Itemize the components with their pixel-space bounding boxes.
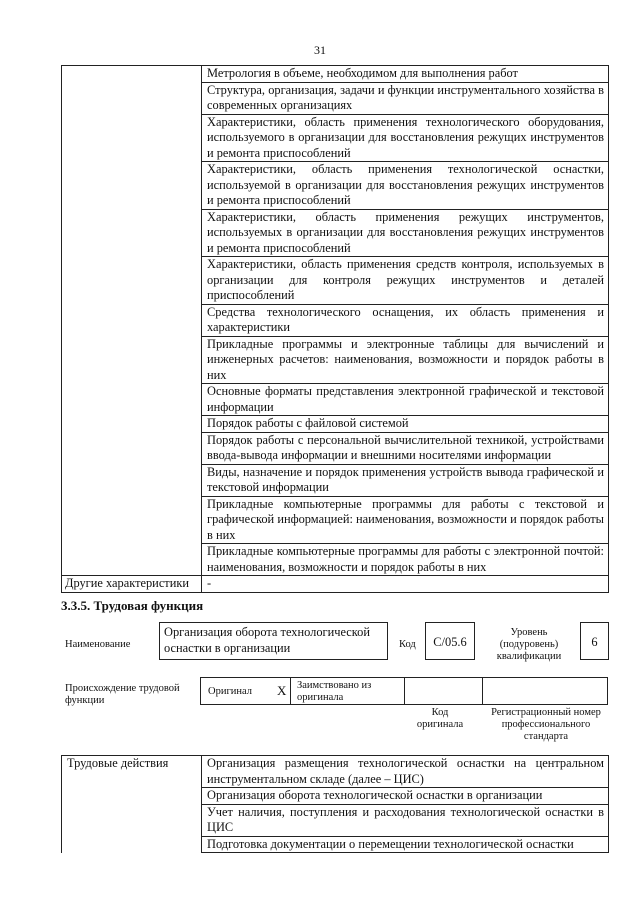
knowledge-table (61, 65, 609, 593)
knowledge-item: Прикладные программы и электронные таблицы для вычислений и инженерных расчетов: наименования, возможности и порядок работы в них (202, 336, 609, 384)
level-field: 6 (580, 622, 609, 660)
knowledge-item: Основные форматы представления электронной графической и текстовой информации (202, 384, 609, 416)
knowledge-item: Средства технологического оснащения, их область применения и характеристики (202, 304, 609, 336)
table-row (62, 544, 609, 576)
knowledge-item: Прикладные компьютерные программы для работы с электронной почтой: наименования, возможности и порядок работы в них (202, 544, 609, 576)
other-characteristics-label: Другие характеристики (62, 576, 202, 593)
level-label: Уровень (подуровень) квалификации (496, 627, 562, 662)
row-label-cell (62, 788, 202, 805)
knowledge-item: Порядок работы с персональной вычислительной техникой, устройствами ввода-вывода информации и внешними носителями информации (202, 432, 609, 464)
code-label: Код (399, 639, 416, 650)
borrowed-label: Заимствовано из оригинала (297, 680, 372, 703)
reg-number-label: Регистрационный номер профессионального стандарта (491, 707, 601, 742)
row-label-cell (62, 304, 202, 336)
row-label-cell (62, 432, 202, 464)
original-mark: X (277, 683, 287, 698)
table-row (62, 162, 609, 210)
other-characteristics-value: - (202, 576, 609, 593)
row-label-cell (62, 464, 202, 496)
row-label-cell (62, 336, 202, 384)
row-label-cell (62, 162, 202, 210)
table-row (62, 384, 609, 416)
origin-label: Происхождение трудовой функции (65, 683, 180, 706)
origin-box (200, 677, 608, 705)
original-code-label: Код оригинала (416, 707, 464, 730)
table-row (62, 788, 609, 805)
row-label-cell (62, 416, 202, 433)
knowledge-item: Характеристики, область применения режущих инструментов, используемых в организации для восстановления режущих инструментов и ремонта приспособлений (202, 209, 609, 257)
knowledge-item: Структура, организация, задачи и функции инструментального хозяйства в современных организациях (202, 82, 609, 114)
table-row (62, 804, 609, 836)
function-name-field: Организация оборота технологической оснастки в организации (159, 622, 388, 660)
row-label-cell (62, 544, 202, 576)
code-field: C/05.6 (425, 622, 475, 660)
section-heading: 3.3.5. Трудовая функция (61, 598, 204, 613)
row-label-cell (62, 804, 202, 836)
table-row (62, 756, 609, 788)
labor-action-item: Подготовка документации о перемещении технологической оснастки (202, 836, 609, 853)
table-row (62, 66, 609, 83)
knowledge-item: Прикладные компьютерные программы для работы с текстовой и графической информацией: наименования, возможности и порядок работы в них (202, 496, 609, 544)
table-row (62, 576, 609, 593)
table-row (62, 496, 609, 544)
knowledge-item: Характеристики, область применения технологического оборудования, используемого в организации для восстановления режущих инструментов и ремонта приспособлений (202, 114, 609, 162)
knowledge-item: Метрология в объеме, необходимом для выполнения работ (202, 66, 609, 83)
page-number: 31 (314, 43, 326, 57)
labor-action-item: Организация оборота технологической оснастки в организации (202, 788, 609, 805)
table-row (62, 209, 609, 257)
table-row (62, 257, 609, 305)
actions-label: Трудовые действия (62, 756, 202, 788)
labor-action-item: Учет наличия, поступления и расходования технологической оснастки в ЦИС (202, 804, 609, 836)
name-label: Наименование (65, 639, 131, 650)
row-label-cell (62, 496, 202, 544)
knowledge-item: Характеристики, область применения технологической оснастки, используемой в организации для восстановления режущих инструментов и ремонта приспособлений (202, 162, 609, 210)
table-row (62, 416, 609, 433)
table-row (62, 432, 609, 464)
knowledge-item: Характеристики, область применения средств контроля, используемых в организации для контроля режущих инструментов и деталей приспособлений (202, 257, 609, 305)
row-label-cell (62, 66, 202, 83)
table-row (62, 82, 609, 114)
origin-divider (482, 678, 483, 704)
row-label-cell (62, 836, 202, 853)
row-label-cell (62, 82, 202, 114)
table-row (62, 304, 609, 336)
table-row (62, 336, 609, 384)
table-row (62, 464, 609, 496)
table-row (62, 836, 609, 853)
row-label-cell (62, 209, 202, 257)
row-label-cell (62, 257, 202, 305)
row-label-cell (62, 384, 202, 416)
origin-divider (404, 678, 405, 704)
labor-action-item: Организация размещения технологической оснастки на центральном инструментальном складе (далее – ЦИС) (202, 756, 609, 788)
knowledge-item: Виды, назначение и порядок применения устройств вывода графической и текстовой информации (202, 464, 609, 496)
row-label-cell (62, 114, 202, 162)
origin-divider (290, 678, 291, 704)
knowledge-item: Порядок работы с файловой системой (202, 416, 609, 433)
table-row (62, 114, 609, 162)
original-label: Оригинал (208, 686, 252, 697)
actions-table (61, 755, 609, 853)
